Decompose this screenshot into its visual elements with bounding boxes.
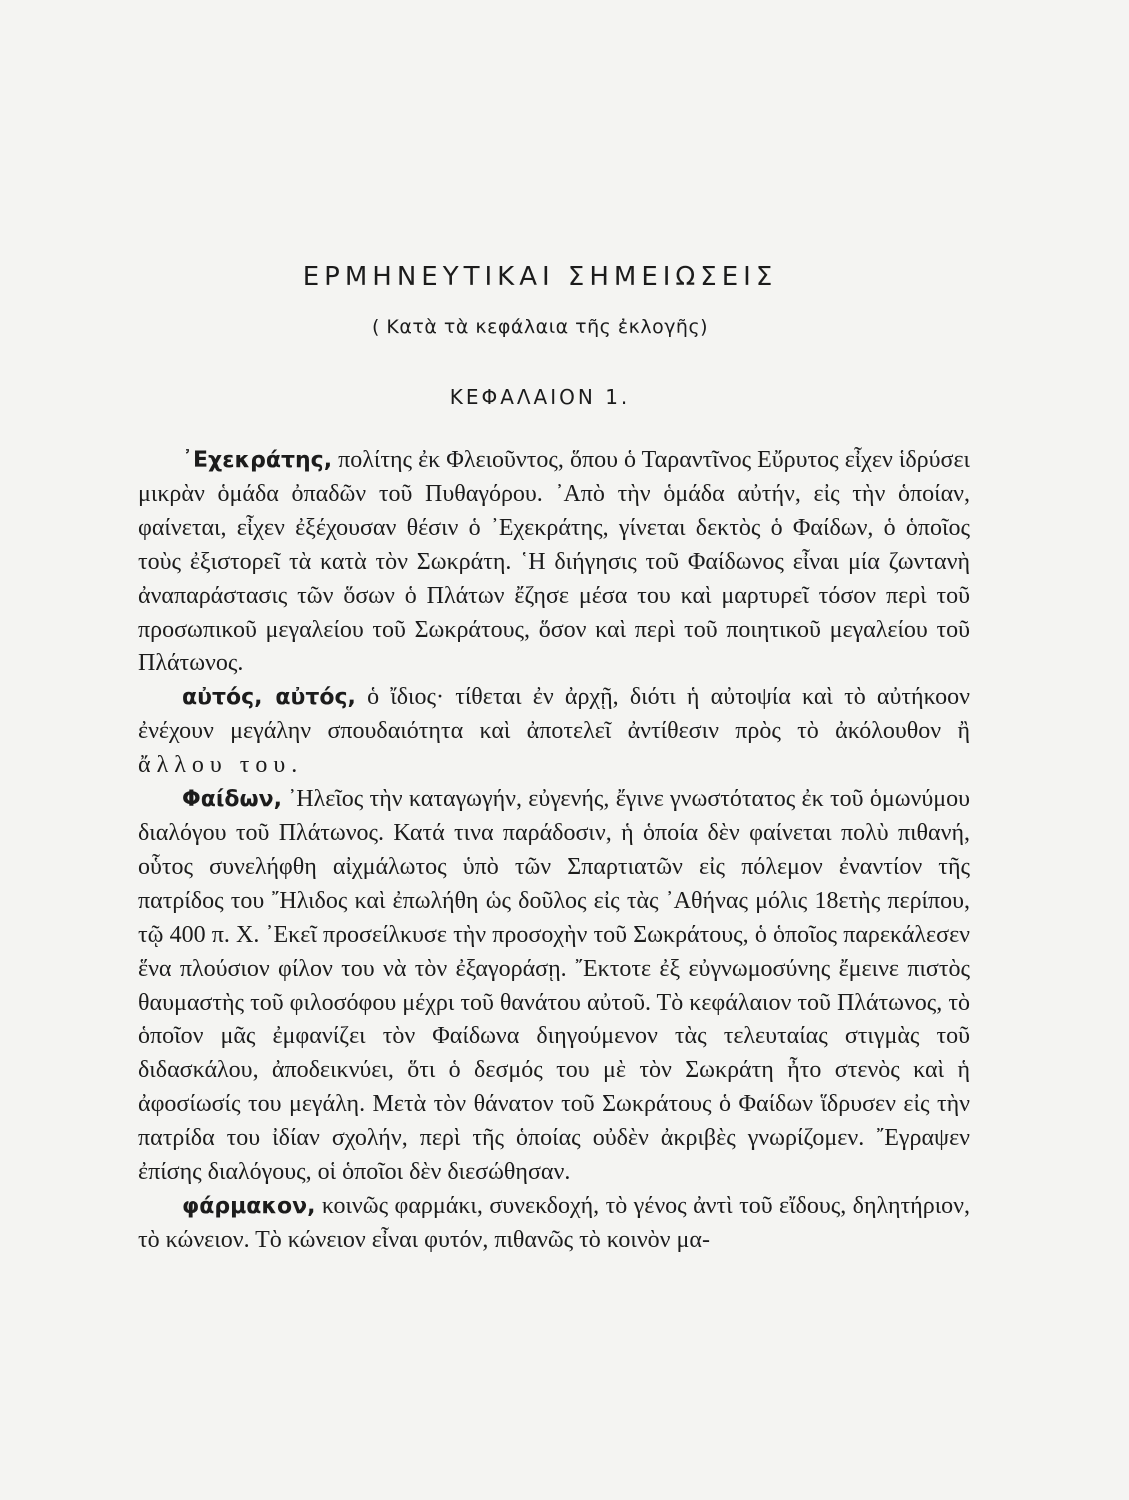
note-term: αὐτός, αὐτός,: [182, 685, 356, 711]
note-echekrates: [138, 444, 970, 681]
note-pharmakon: [138, 1190, 970, 1258]
note-phaidon: [138, 783, 970, 1190]
note-autos: [138, 681, 970, 783]
note-term: Φαίδων,: [182, 787, 282, 813]
note-text: πολίτης ἐκ Φλειοῦντος, ὅπου ὁ Ταραντῖνος Εὔρυτος εἶχεν ἱδρύσει μικρὰν ὁμάδα ὀπαδῶν τοῦ Πυθαγόρου. ᾿Απὸ τὴν ὁμάδα αὐτήν, εἰς τὴν ὁποίαν, φαίνεται, εἶχεν ἐξέχουσαν θέσιν ὁ ᾿Εχεκράτης, γίνεται δεκτὸς ὁ Φαίδων, ὁ ὁποῖος τοὺς ἐξιστορεῖ τὰ κατὰ τὸν Σωκράτη. ῾Η διήγησις τοῦ Φαίδωνος εἶναι μία ζωντανὴ ἀναπαράστασις τῶν ὅσων ὁ Πλάτων ἔζησε μέσα του καὶ μαρτυρεῖ τόσον περὶ τοῦ προσωπικοῦ μεγαλείου τοῦ Σωκράτους, ὅσον καὶ περὶ τοῦ ποιητικοῦ μεγαλείου τοῦ Πλάτωνος.: [138, 447, 970, 677]
note-text: ᾿Ηλεῖος τὴν καταγωγήν, εὐγενής, ἔγινε γνωστότατος ἐκ τοῦ ὁμωνύμου διαλόγου τοῦ Πλάτωνος. Κατά τινα παράδοσιν, ἡ ὁποία δὲν φαίνεται πολὺ πιθανή, οὗτος συνελήφθη αἰχμάλωτος ὑπὸ τῶν Σπαρτιατῶν εἰς πόλεμον ἐναντίον τῆς πατρίδος του ῎Ηλιδος καὶ ἐπωλήθη ὡς δοῦλος εἰς τὰς ᾿Αθήνας μόλις 18ετὴς περίπου, τῷ 400 π. Χ. ᾿Εκεῖ προσείλκυσε τὴν προσοχὴν τοῦ Σωκράτους, ὁ ὁποῖος παρεκάλεσεν ἕνα πλούσιον φίλον του νὰ τὸν ἐξαγοράσῃ. ῎Εκτοτε ἐξ εὐγνωμοσύνης ἔμεινε πιστὸς θαυμαστὴς τοῦ φιλοσόφου μέχρι τοῦ θανάτου αὐτοῦ. Τὸ κεφάλαιον τοῦ Πλάτωνος, τὸ ὁποῖον μᾶς ἐμφανίζει τὸν Φαίδωνα διηγούμενον τὰς τελευταίας στιγμὰς τοῦ διδασκάλου, ἀποδεικνύει, ὅτι ὁ δεσμός του μὲ τὸν Σωκράτη ἦτο στενὸς καὶ ἡ ἀφοσίωσίς του μεγάλη. Μετὰ τὸν θάνατον τοῦ Σωκράτους ὁ Φαίδων ἵδρυσεν εἰς τὴν πατρίδα του ἰδίαν σχολήν, περὶ τῆς ὁποίας οὐδὲν ἀκριβὲς γνωρίζομεν. ῎Εγραψεν ἐπίσης διαλόγους, οἱ ὁποῖοι δὲν διεσώθησαν.: [138, 786, 970, 1186]
spaced-emphasis: ἄλλου του: [138, 752, 292, 779]
page-title: ΕΡΜΗΝΕΥΤΙΚΑΙ ΣΗΜΕΙΩΣΕΙΣ: [302, 262, 778, 292]
note-text-tail: .: [291, 752, 298, 779]
note-term: ᾿Εχεκράτης,: [182, 448, 333, 473]
note-term: φάρμακον,: [182, 1193, 316, 1219]
chapter-heading: ΚΕΦΑΛΑΙΟΝ 1.: [449, 385, 631, 409]
note-text: ὁ ἴδιος· τίθεται ἐν ἀρχῇ, διότι ἡ αὐτοψία καὶ τὸ αὐτήκοον ἐνέχουν μεγάλην σπουδαιότητα καὶ ἀποτελεῖ ἀντίθεσιν πρὸς τὸ ἀκόλουθον ἢ: [138, 684, 970, 745]
page-subtitle: ( Κατὰ τὰ κεφάλαια τῆς ἐκλογῆς): [371, 316, 709, 338]
note-text: κοινῶς φαρμάκι, συνεκδοχή, τὸ γένος ἀντὶ τοῦ εἴδους, δηλητήριον, τὸ κώνειον. Τὸ κώνειον εἶναι φυτόν, πιθανῶς τὸ κοινὸν μα-: [138, 1192, 970, 1253]
commentary-body: [138, 444, 970, 1258]
